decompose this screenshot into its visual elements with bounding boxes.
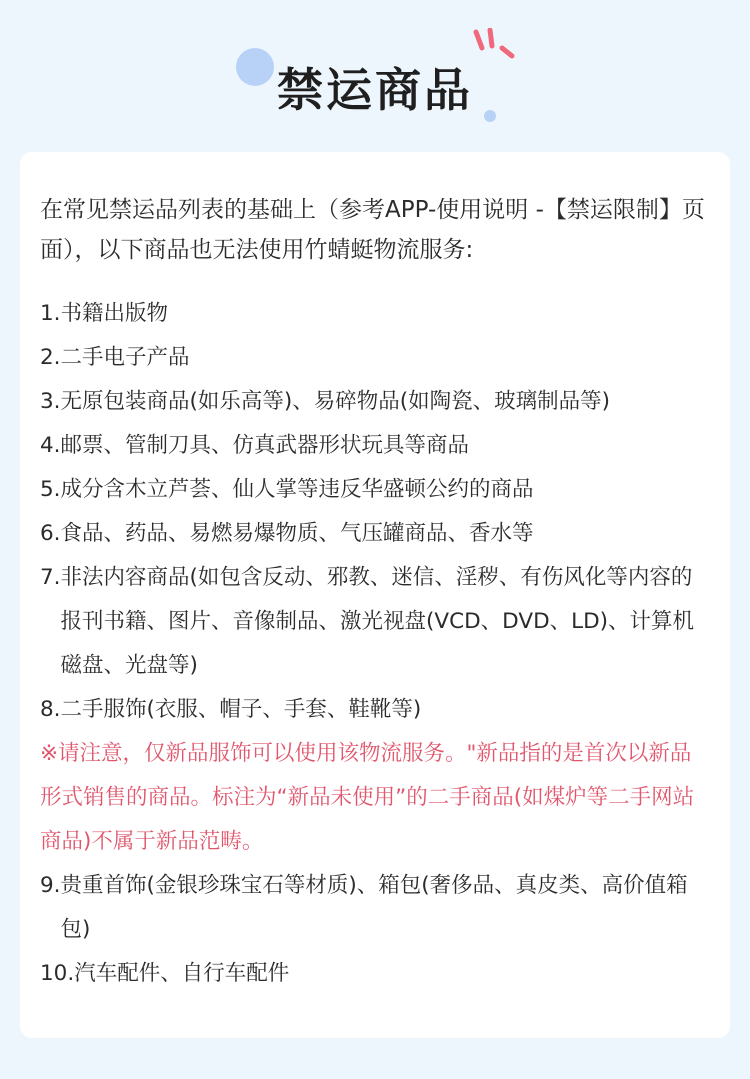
item-number: 10. (40, 961, 75, 986)
intro-text: 在常见禁运品列表的基础上（参考APP-使用说明 -【禁运限制】页面），以下商品也无法使用竹蜻蜓物流服务: (40, 197, 705, 263)
header (0, 0, 750, 150)
list-item (40, 424, 710, 468)
item-text: 汽车配件、自行车配件 (74, 961, 290, 986)
notice-text: ※请注意，仅新品服饰可以使用该物流服务。"新品指的是首次以新品形式销售的商品。标注为“新品未使用”的二手商品(如煤炉等二手网站商品)不属于新品范畴。 (40, 741, 695, 854)
item-number: 7. (40, 565, 61, 590)
content-card (20, 152, 730, 1038)
list-item (40, 952, 710, 996)
item-number: 1. (40, 301, 61, 326)
item-number: 5. (40, 477, 61, 502)
item-text: 贵重首饰(金银珍珠宝石等材质)、箱包(奢侈品、真皮类、高价值箱包) (60, 873, 688, 942)
item-text: 二手服饰(衣服、帽子、手套、鞋靴等) (60, 697, 422, 722)
item-text: 无原包装商品(如乐高等)、易碎物品(如陶瓷、玻璃制品等) (60, 389, 611, 414)
item-number: 2. (40, 345, 61, 370)
page-title: 禁运商品 (277, 63, 473, 117)
list-item (40, 380, 710, 424)
item-number: 3. (40, 389, 61, 414)
banned-items-list (40, 292, 710, 996)
item-text: 二手电子产品 (60, 345, 190, 370)
list-item (40, 864, 710, 952)
item-text: 食品、药品、易燃易爆物质、气压罐商品、香水等 (60, 521, 534, 546)
list-item (40, 292, 710, 336)
list-item (40, 512, 710, 556)
item-number: 6. (40, 521, 61, 546)
item-number: 8. (40, 697, 61, 722)
item-text: 邮票、管制刀具、仿真武器形状玩具等商品 (60, 433, 470, 458)
list-item (40, 336, 710, 380)
item-text: 非法内容商品(如包含反动、邪教、迷信、淫秽、有伤风化等内容的报刊书籍、图片、音像制品、激光视盘(VCD、DVD、LD)、计算机磁盘、光盘等) (60, 565, 695, 678)
list-item (40, 688, 710, 732)
list-item (40, 556, 710, 688)
item-text: 书籍出版物 (60, 301, 169, 326)
item-number: 4. (40, 433, 61, 458)
item-text: 成分含木立芦荟、仙人掌等违反华盛顿公约的商品 (60, 477, 534, 502)
list-item (40, 468, 710, 512)
item-number: 9. (40, 873, 61, 898)
